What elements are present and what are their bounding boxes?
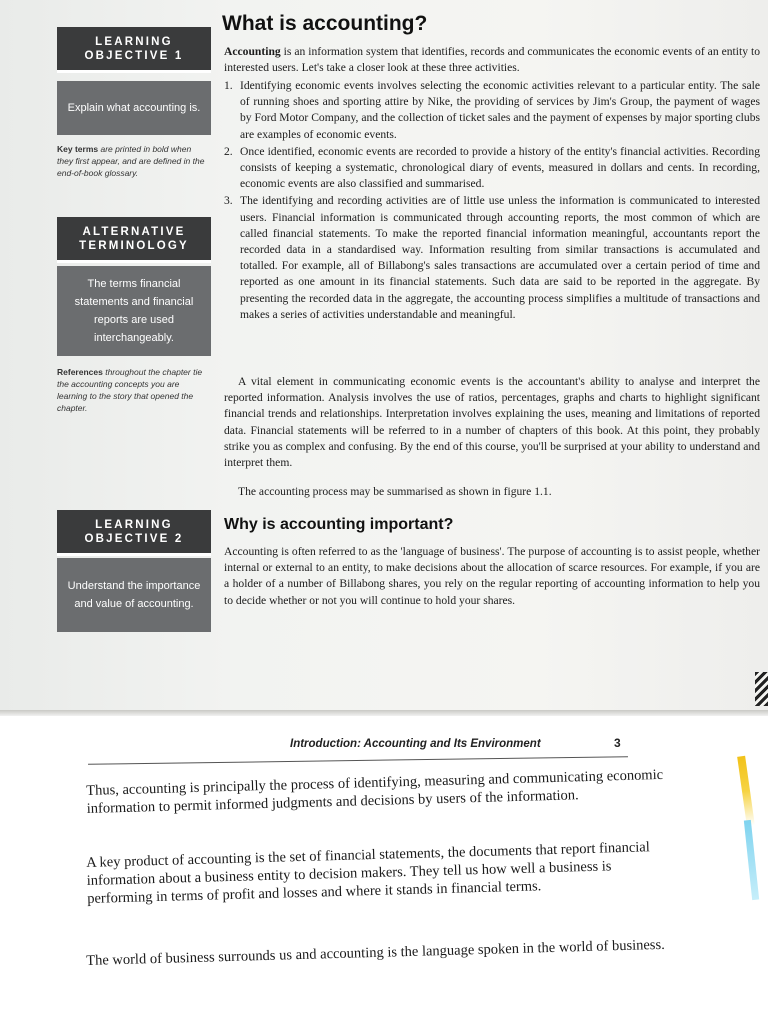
running-header: Introduction: Accounting and Its Environment (290, 738, 541, 750)
process-summary-line: The accounting process may be summarised as shown in figure 1.1. (238, 485, 552, 498)
key-terms-note (57, 143, 207, 179)
alternative-terminology-label: ALTERNATIVE TERMINOLOGY (57, 217, 211, 263)
list-item-text: Once identified, economic events are recorded to provide a history of the entity's financial activities. Recording consists of keeping a systematic, chronological diary of events, measured in dollars and cents. In recording, economic events are also classified and summarised. (240, 144, 760, 191)
references-note (57, 366, 207, 414)
intro-lead-term: Accounting (224, 45, 281, 58)
learning-objective-1-text: Explain what accounting is. (57, 81, 211, 135)
page-number: 3 (614, 736, 621, 750)
key-terms-note-lead: Key terms (57, 144, 99, 154)
key-terms-note-text: are printed in bold when they first appear, and are defined in the end-of-book glossary. (57, 144, 205, 178)
section-title-what-is-accounting: What is accounting? (222, 12, 428, 35)
references-note-lead: References (57, 367, 103, 377)
definition-paragraph: Thus, accounting is principally the process of identifying, measuring and communicating economic information to permit informed judgments and decisions by users of the information. (86, 766, 664, 817)
accounting-activities-list (224, 78, 760, 324)
list-item (224, 144, 760, 193)
intro-paragraph-text: is an information system that identifies, records and communicates the economic events of an entity to interested users. Let's take a closer look at these three activities. (224, 45, 760, 75)
header-rule (88, 756, 628, 765)
intro-paragraph (224, 44, 760, 76)
list-item-number: 2. (224, 144, 233, 158)
list-item-number: 1. (224, 79, 233, 92)
margin-sidebar (0, 0, 215, 712)
learning-objective-2-text: Understand the importance and value of accounting. (57, 558, 211, 632)
why-important-paragraph: Accounting is often referred to as the 'language of business'. The purpose of accounting is to assist people, whether internal or external to an entity, to make decisions about the allocation of scarce resources. For example, if you are a holder of a number of Billabong shares, you rely on the regular reporting of accounting information to help you to decide whether or not you will continue to hold your shares. (224, 545, 760, 607)
list-item-text: The identifying and recording activities are of little use unless the information is communicated to interested users. Financial information is communicated through accounting reports, the most common of which are called financial statements. To make the reported financial information meaningful, accountants report the recorded data in a standardised way. Information resulting from similar transactions is accumulated and totalled. For example, all of Billabong's sales transactions are accumulated over a certain period of time and reported as one amount in its financial statements. Such data are said to be reported in the aggregate. By presenting the recorded data in the aggregate, the accounting process simplifies a multitude of transactions and makes a series of activities understandable and meaningful. (240, 194, 760, 321)
list-item (224, 78, 760, 143)
list-item-number: 3. (224, 194, 233, 208)
list-item (224, 193, 760, 323)
section-title-why-accounting-important: Why is accounting important? (224, 516, 454, 533)
vital-element-paragraph: A vital element in communicating economic events is the accountant's ability to analyse and interpret the reported information. Analysis involves the use of ratios, percentages, graphs and charts to highlight significant financial trends and relationships. Interpretation involves explaining the uses, meaning and limitations of reported data. Financial statements will be referred to in a number of chapters of this book. At this point, they probably strike you as complex and confusing. By the end of this course, you'll be surprised at your ability to understand and interpret them. (224, 375, 760, 470)
language-of-business-paragraph: The world of business surrounds us and accounting is the language spoken in the world of business. (86, 936, 665, 969)
page-edge-binding-marks (755, 672, 768, 706)
references-note-text: throughout the chapter tie the accounting concepts you are learning to the story that opened the chapter. (57, 367, 203, 413)
textbook-page-bottom (0, 716, 768, 1024)
learning-objective-2-label: LEARNING OBJECTIVE 2 (57, 510, 211, 556)
list-item-text: Identifying economic events involves selecting the economic activities relevant to a particular entity. The sale of running shoes and sporting attire by Nike, the providing of services by Jim's Group, the payment of wages by Ford Motor Company, and the collection of ticket sales and the payment of expenses by major sporting clubs are examples of economic events. (240, 79, 760, 141)
financial-statements-paragraph: A key product of accounting is the set of financial statements, the documents that report financial information about a business entity to decision makers. They tell us how well a business is performing in terms of profit and losses and where it stands in financial terms. (86, 839, 650, 907)
alternative-terminology-text: The terms financial statements and financial reports are used interchangeably. (57, 266, 211, 356)
learning-objective-1-label: LEARNING OBJECTIVE 1 (57, 27, 211, 73)
